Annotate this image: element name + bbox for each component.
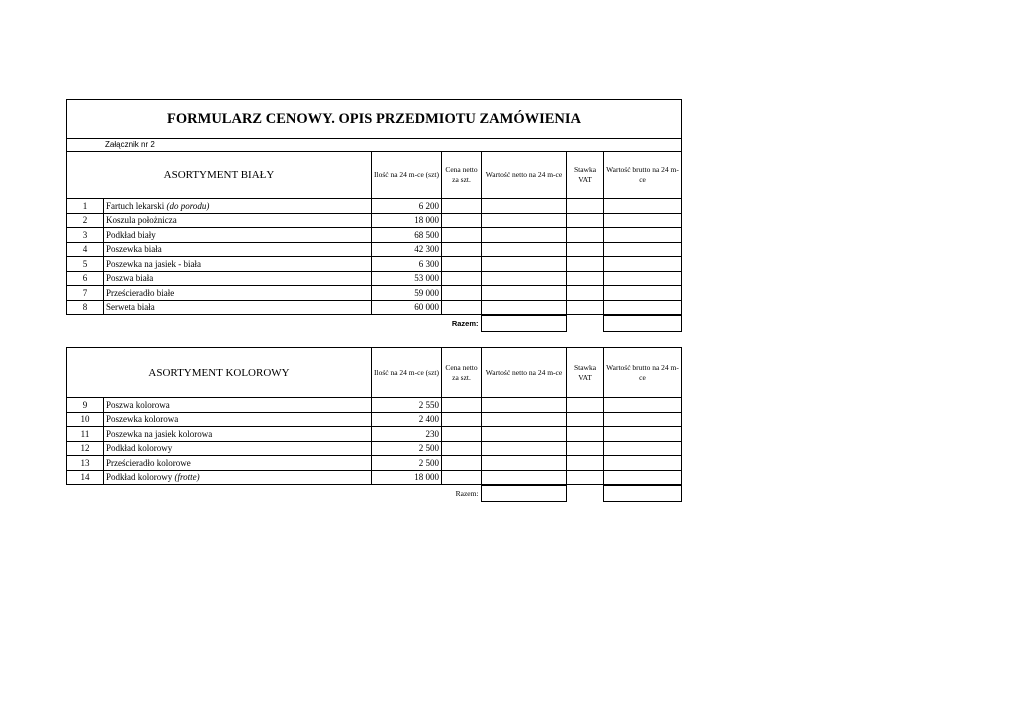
vat-cell[interactable] bbox=[567, 412, 604, 427]
item-qty: 230 bbox=[372, 427, 442, 442]
item-name-text: Podkład kolorowy bbox=[106, 443, 173, 454]
gross-value-cell[interactable] bbox=[604, 199, 682, 214]
price-form-sheet bbox=[66, 99, 681, 332]
net-value-cell[interactable] bbox=[482, 242, 567, 257]
header-net-value: Wartość netto na 24 m-ce bbox=[482, 348, 567, 398]
net-price-cell[interactable] bbox=[442, 286, 482, 301]
item-name bbox=[104, 242, 372, 257]
item-name bbox=[104, 228, 372, 243]
net-value-cell[interactable] bbox=[482, 456, 567, 471]
item-qty: 18 000 bbox=[372, 470, 442, 485]
colored-sum-gross-cell[interactable] bbox=[603, 486, 681, 502]
item-qty: 60 000 bbox=[372, 300, 442, 315]
colored-section bbox=[66, 347, 681, 502]
table-row bbox=[67, 286, 682, 301]
item-qty: 2 400 bbox=[372, 412, 442, 427]
item-name bbox=[104, 456, 372, 471]
white-sum-net-cell[interactable] bbox=[481, 316, 566, 332]
net-price-cell[interactable] bbox=[442, 412, 482, 427]
vat-cell[interactable] bbox=[567, 286, 604, 301]
row-number: 13 bbox=[67, 456, 104, 471]
item-name-text: Serweta biała bbox=[106, 302, 155, 313]
section-colored-title: ASORTYMENT KOLOROWY bbox=[67, 348, 372, 398]
vat-cell[interactable] bbox=[567, 456, 604, 471]
table-row bbox=[67, 213, 682, 228]
item-name-text: Prześcieradło białe bbox=[106, 287, 175, 298]
item-qty: 2 500 bbox=[372, 441, 442, 456]
item-name bbox=[104, 199, 372, 214]
item-name-text: Fartuch lekarski bbox=[106, 200, 165, 211]
vat-cell[interactable] bbox=[567, 300, 604, 315]
item-note: (frotte) bbox=[174, 472, 200, 483]
colored-assortment-table bbox=[66, 347, 682, 485]
item-qty: 6 300 bbox=[372, 257, 442, 272]
table-row bbox=[67, 456, 682, 471]
row-number: 8 bbox=[67, 300, 104, 315]
table-row bbox=[67, 470, 682, 485]
net-price-cell[interactable] bbox=[442, 398, 482, 413]
item-name-text: Prześcieradło kolorowe bbox=[106, 457, 191, 468]
gross-value-cell[interactable] bbox=[604, 257, 682, 272]
table-row bbox=[67, 398, 682, 413]
item-name-text: Poszwa biała bbox=[106, 273, 154, 284]
item-name bbox=[104, 441, 372, 456]
item-name-text: Koszula położnicza bbox=[106, 215, 177, 226]
gross-value-cell[interactable] bbox=[604, 271, 682, 286]
net-price-cell[interactable] bbox=[442, 441, 482, 456]
item-qty: 2 500 bbox=[372, 456, 442, 471]
colored-sum-table bbox=[66, 485, 682, 502]
table-row bbox=[67, 271, 682, 286]
item-name-text: Podkład biały bbox=[106, 229, 156, 240]
vat-cell[interactable] bbox=[567, 228, 604, 243]
attachment-label: Załącznik nr 2 bbox=[67, 139, 682, 152]
vat-cell[interactable] bbox=[567, 398, 604, 413]
header-net-price: Cena netto za szt. bbox=[442, 152, 482, 199]
header-vat: Stawka VAT bbox=[567, 348, 604, 398]
row-number: 4 bbox=[67, 242, 104, 257]
item-name bbox=[104, 300, 372, 315]
white-sum-label: Razem: bbox=[451, 318, 479, 328]
vat-cell[interactable] bbox=[567, 470, 604, 485]
net-value-cell[interactable] bbox=[482, 213, 567, 228]
net-price-cell[interactable] bbox=[442, 456, 482, 471]
gross-value-cell[interactable] bbox=[604, 300, 682, 315]
item-name bbox=[104, 286, 372, 301]
gross-value-cell[interactable] bbox=[604, 470, 682, 485]
item-qty: 2 550 bbox=[372, 398, 442, 413]
net-value-cell[interactable] bbox=[482, 427, 567, 442]
net-price-cell[interactable] bbox=[442, 213, 482, 228]
item-name-text: Podkład kolorowy bbox=[106, 472, 173, 483]
item-name-text: Poszewka kolorowa bbox=[106, 414, 179, 425]
row-number: 7 bbox=[67, 286, 104, 301]
item-name bbox=[104, 412, 372, 427]
vat-cell[interactable] bbox=[567, 242, 604, 257]
table-row bbox=[67, 242, 682, 257]
table-row bbox=[67, 228, 682, 243]
net-value-cell[interactable] bbox=[482, 412, 567, 427]
gross-value-cell[interactable] bbox=[604, 398, 682, 413]
vat-cell[interactable] bbox=[567, 441, 604, 456]
gross-value-cell[interactable] bbox=[604, 456, 682, 471]
header-qty: Ilość na 24 m-ce (szt) bbox=[372, 348, 442, 398]
header-gross-value: Wartość brutto na 24 m-ce bbox=[604, 152, 682, 199]
vat-cell[interactable] bbox=[567, 213, 604, 228]
row-number: 14 bbox=[67, 470, 104, 485]
row-number: 6 bbox=[67, 271, 104, 286]
table-row bbox=[67, 199, 682, 214]
header-qty: Ilość na 24 m-ce (szt) bbox=[372, 152, 442, 199]
gross-value-cell[interactable] bbox=[604, 441, 682, 456]
item-name-text: Poszewka biała bbox=[106, 244, 162, 255]
item-name-text: Poszewka na jasiek - biała bbox=[106, 258, 201, 269]
item-qty: 53 000 bbox=[372, 271, 442, 286]
item-name bbox=[104, 213, 372, 228]
table-row bbox=[67, 427, 682, 442]
net-price-cell[interactable] bbox=[442, 242, 482, 257]
item-name bbox=[104, 257, 372, 272]
net-value-cell[interactable] bbox=[482, 199, 567, 214]
item-name bbox=[104, 470, 372, 485]
net-value-cell[interactable] bbox=[482, 271, 567, 286]
item-qty: 42 300 bbox=[372, 242, 442, 257]
white-sum-gross-cell[interactable] bbox=[603, 316, 681, 332]
net-value-cell[interactable] bbox=[482, 300, 567, 315]
item-qty: 68 500 bbox=[372, 228, 442, 243]
item-name-text: Poszwa kolorowa bbox=[106, 399, 170, 410]
form-title: FORMULARZ CENOWY. OPIS PRZEDMIOTU ZAMÓWIENIA bbox=[67, 100, 682, 139]
net-price-cell[interactable] bbox=[442, 427, 482, 442]
item-qty: 59 000 bbox=[372, 286, 442, 301]
row-number: 11 bbox=[67, 427, 104, 442]
net-price-cell[interactable] bbox=[442, 300, 482, 315]
row-number: 1 bbox=[67, 199, 104, 214]
gross-value-cell[interactable] bbox=[604, 213, 682, 228]
vat-cell[interactable] bbox=[567, 199, 604, 214]
item-name bbox=[104, 427, 372, 442]
header-gross-value: Wartość brutto na 24 m-ce bbox=[604, 348, 682, 398]
net-value-cell[interactable] bbox=[482, 228, 567, 243]
gross-value-cell[interactable] bbox=[604, 242, 682, 257]
section-white-title: ASORTYMENT BIAŁY bbox=[67, 152, 372, 199]
item-qty: 6 200 bbox=[372, 199, 442, 214]
table-row bbox=[67, 300, 682, 315]
row-number: 10 bbox=[67, 412, 104, 427]
net-value-cell[interactable] bbox=[482, 470, 567, 485]
white-sum-table bbox=[66, 315, 682, 332]
header-vat: Stawka VAT bbox=[567, 152, 604, 199]
row-number: 3 bbox=[67, 228, 104, 243]
vat-cell[interactable] bbox=[567, 271, 604, 286]
net-value-cell[interactable] bbox=[482, 441, 567, 456]
net-value-cell[interactable] bbox=[482, 286, 567, 301]
gross-value-cell[interactable] bbox=[604, 286, 682, 301]
gross-value-cell[interactable] bbox=[604, 412, 682, 427]
row-number: 9 bbox=[67, 398, 104, 413]
net-value-cell[interactable] bbox=[482, 398, 567, 413]
net-price-cell[interactable] bbox=[442, 228, 482, 243]
row-number: 5 bbox=[67, 257, 104, 272]
vat-cell[interactable] bbox=[567, 257, 604, 272]
row-number: 2 bbox=[67, 213, 104, 228]
item-name bbox=[104, 398, 372, 413]
vat-cell[interactable] bbox=[567, 427, 604, 442]
gross-value-cell[interactable] bbox=[604, 228, 682, 243]
net-price-cell[interactable] bbox=[442, 257, 482, 272]
colored-sum-net-cell[interactable] bbox=[481, 486, 566, 502]
net-value-cell[interactable] bbox=[482, 257, 567, 272]
header-net-value: Wartość netto na 24 m-ce bbox=[482, 152, 567, 199]
table-row bbox=[67, 257, 682, 272]
header-net-price: Cena netto za szt. bbox=[442, 348, 482, 398]
net-price-cell[interactable] bbox=[442, 470, 482, 485]
net-price-cell[interactable] bbox=[442, 271, 482, 286]
row-number: 12 bbox=[67, 441, 104, 456]
net-price-cell[interactable] bbox=[442, 199, 482, 214]
table-row bbox=[67, 412, 682, 427]
item-name-text: Poszewka na jasiek kolorowa bbox=[106, 428, 213, 439]
item-name bbox=[104, 271, 372, 286]
table-row bbox=[67, 441, 682, 456]
gross-value-cell[interactable] bbox=[604, 427, 682, 442]
white-assortment-table bbox=[66, 99, 682, 315]
item-note: (do porodu) bbox=[166, 200, 210, 211]
colored-sum-label: Razem: bbox=[455, 488, 479, 498]
item-qty: 18 000 bbox=[372, 213, 442, 228]
